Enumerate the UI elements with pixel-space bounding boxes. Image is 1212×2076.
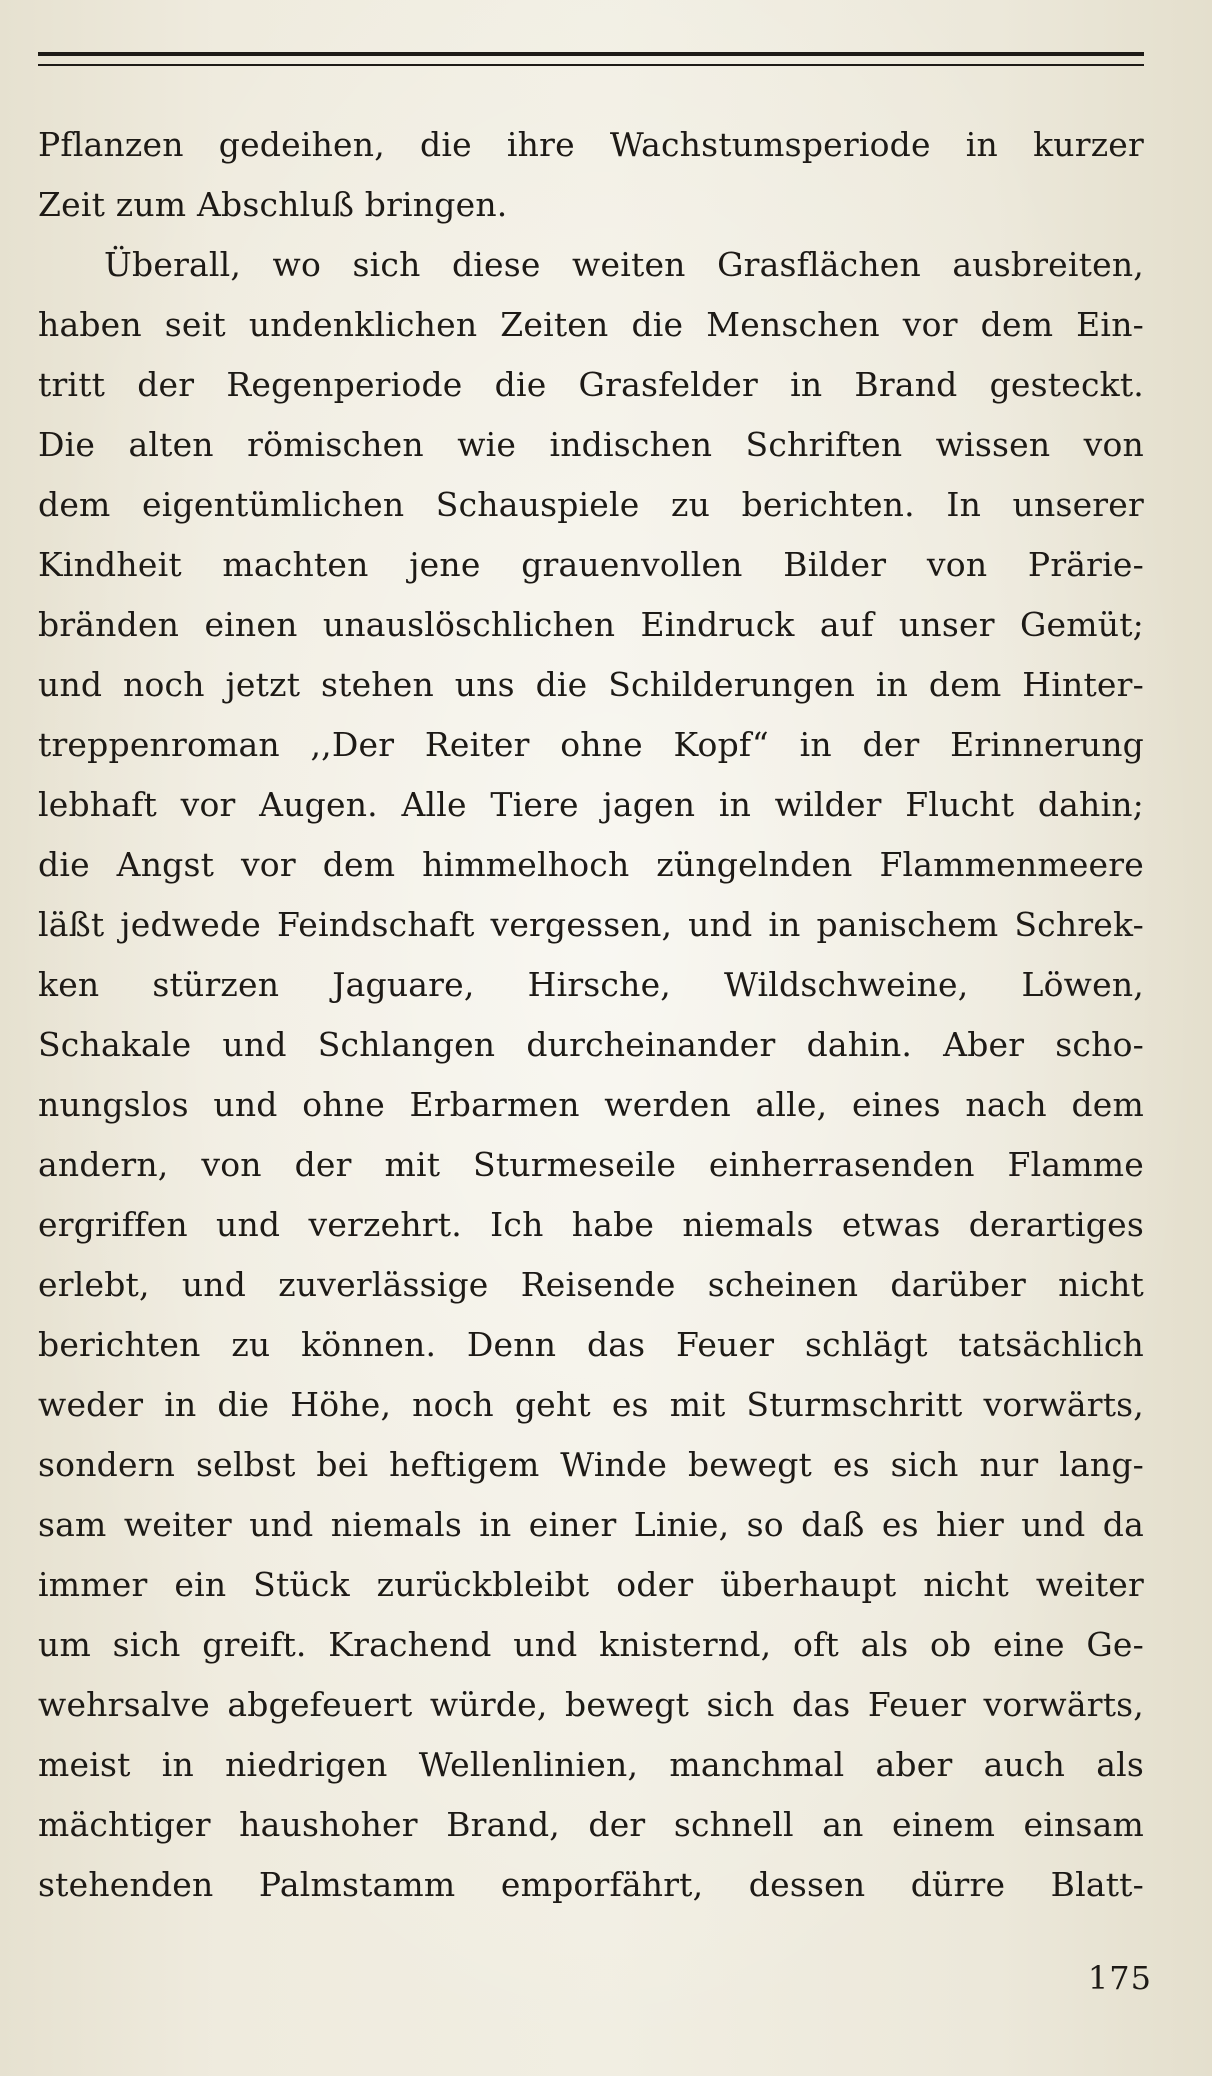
body-text (38, 115, 1144, 1915)
text-line: Überall, wo sich diese weiten Grasflächen ausbreiten, (104, 245, 1144, 284)
text-line: dem eigentümlichen Schauspiele zu berichten. In unserer (38, 485, 1144, 524)
text-line: und noch jetzt stehen uns die Schilderungen in dem Hinter- (38, 665, 1144, 704)
text-line: sondern selbst bei heftigem Winde bewegt es sich nur lang- (38, 1445, 1144, 1484)
text-line: wehrsalve abgefeuert würde, bewegt sich das Feuer vorwärts, (38, 1685, 1144, 1724)
text-line: lebhaft vor Augen. Alle Tiere jagen in wilder Flucht dahin; (38, 785, 1144, 824)
text-line: treppenroman ,,Der Reiter ohne Kopf“ in der Erinnerung (38, 725, 1144, 764)
text-line: Zeit zum Abschluß bringen. (38, 185, 508, 224)
text-line: bränden einen unauslöschlichen Eindruck auf unser Gemüt; (38, 605, 1144, 644)
text-line: meist in niedrigen Wellenlinien, manchmal aber auch als (38, 1745, 1144, 1784)
text-line: nungslos und ohne Erbarmen werden alle, eines nach dem (38, 1085, 1144, 1124)
text-line: läßt jedwede Feindschaft vergessen, und in panischem Schrek- (38, 905, 1144, 944)
text-line: Schakale und Schlangen durcheinander dahin. Aber scho- (38, 1025, 1144, 1064)
header-rule-thick (38, 52, 1144, 56)
text-line: ergriffen und verzehrt. Ich habe niemals etwas derartiges (38, 1205, 1144, 1244)
text-line: haben seit undenklichen Zeiten die Menschen vor dem Ein- (38, 305, 1144, 344)
text-line: erlebt, und zuverlässige Reisende scheinen darüber nicht (38, 1265, 1144, 1304)
header-rule-thin (38, 64, 1144, 66)
text-line: Kindheit machten jene grauenvollen Bilder von Prärie- (38, 545, 1144, 584)
text-line: andern, von der mit Sturmeseile einherrasenden Flamme (38, 1145, 1144, 1184)
text-line: immer ein Stück zurückbleibt oder überhaupt nicht weiter (38, 1565, 1144, 1604)
text-line: sam weiter und niemals in einer Linie, so daß es hier und da (38, 1505, 1144, 1544)
text-line: stehenden Palmstamm emporfährt, dessen dürre Blatt- (38, 1865, 1144, 1904)
text-line: berichten zu können. Denn das Feuer schlägt tatsächlich (38, 1325, 1144, 1364)
text-line: Die alten römischen wie indischen Schriften wissen von (38, 425, 1144, 464)
text-line: die Angst vor dem himmelhoch züngelnden Flammenmeere (38, 845, 1144, 884)
text-line: tritt der Regenperiode die Grasfelder in Brand gesteckt. (38, 365, 1144, 404)
text-line: weder in die Höhe, noch geht es mit Sturmschritt vorwärts, (38, 1385, 1144, 1424)
text-line: um sich greift. Krachend und knisternd, oft als ob eine Ge- (38, 1625, 1144, 1664)
text-line: Pflanzen gedeihen, die ihre Wachstumsperiode in kurzer (38, 125, 1144, 164)
text-line: mächtiger haushoher Brand, der schnell an einem einsam (38, 1805, 1144, 1844)
text-line: ken stürzen Jaguare, Hirsche, Wildschweine, Löwen, (38, 965, 1144, 1004)
page-number: 175 (1087, 1959, 1152, 1997)
